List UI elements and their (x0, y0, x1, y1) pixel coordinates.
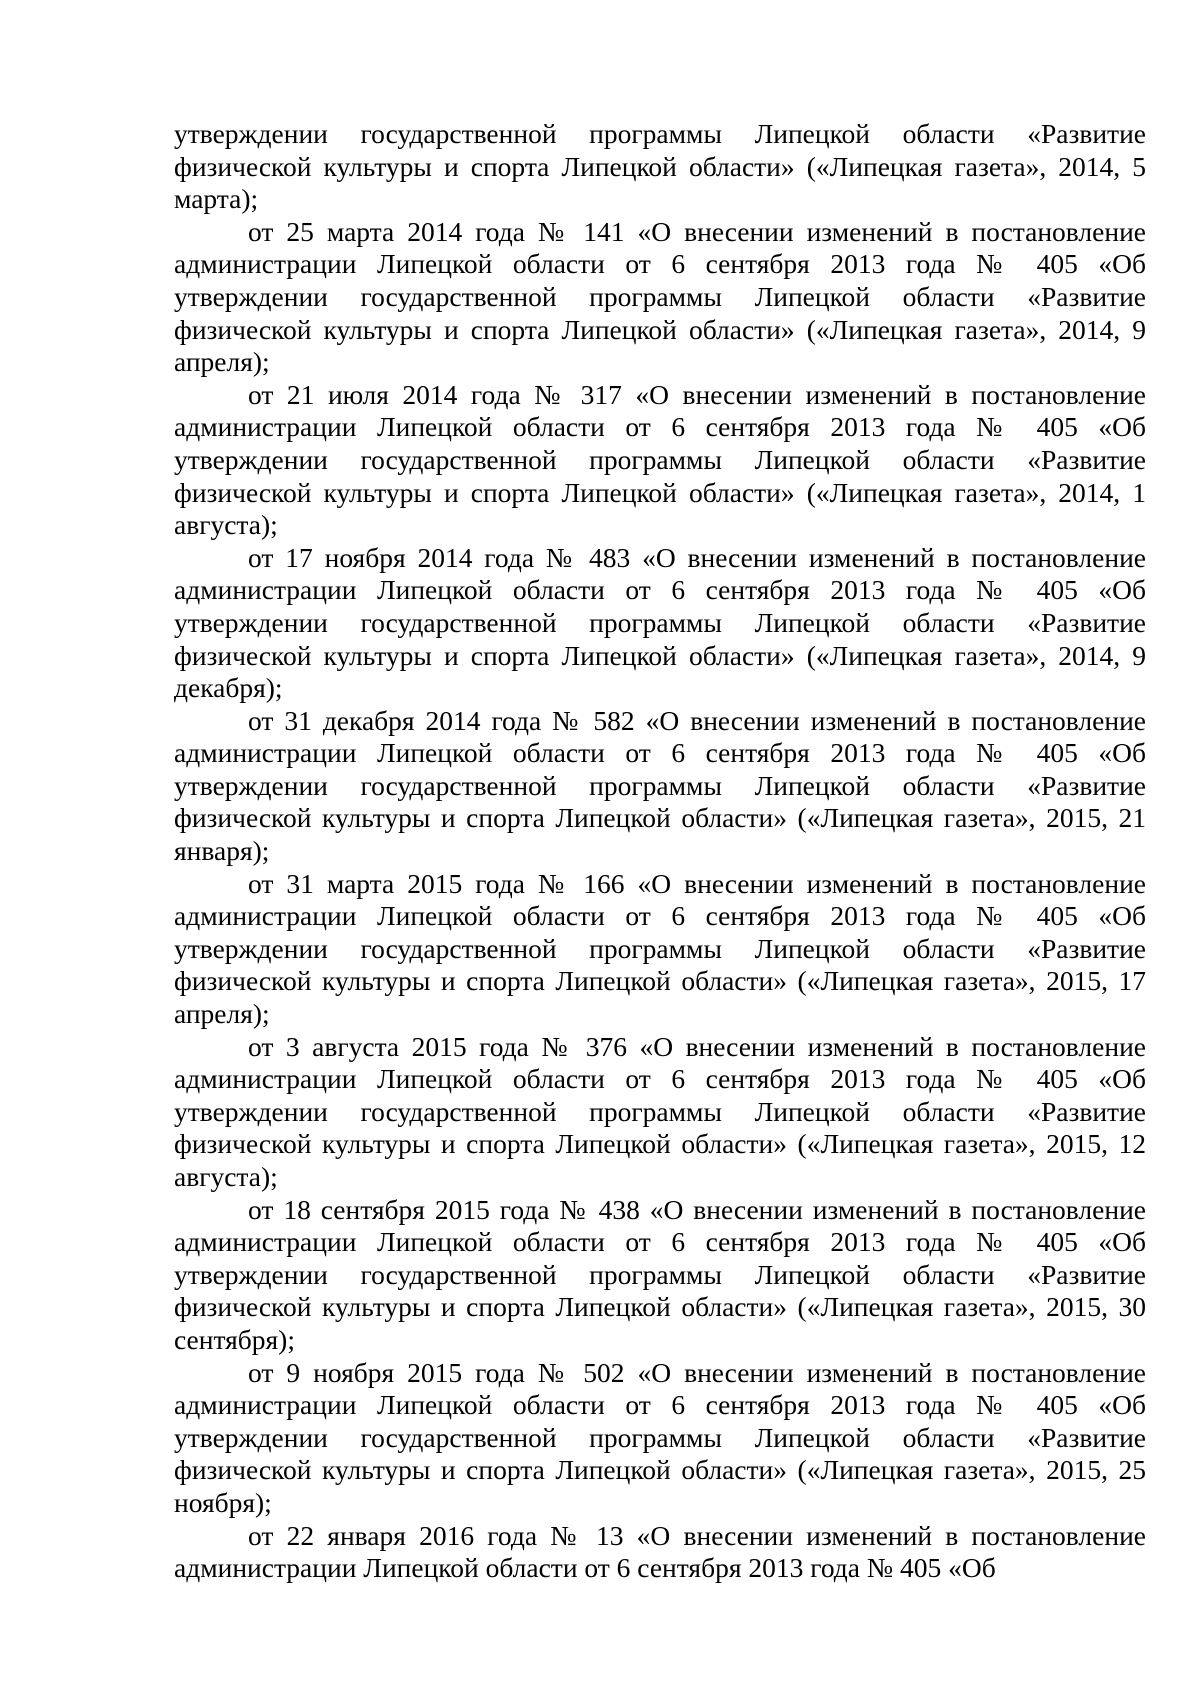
document-page (174, 118, 1146, 1585)
amendment-paragraph: от 3 августа 2015 года № 376 «О внесении изменений в постановление администрации Липецкой области от 6 сентября 2013 года № 405 «Об утверждении государственной программы Липецкой области «Развитие физической культуры и спорта Липецкой области» («Липецкая газета», 2015, 12 августа); (174, 1030, 1146, 1192)
paragraph-continuation: утверждении государственной программы Липецкой области «Развитие физической культуры и спорта Липецкой области» («Липецкая газета», 2014, 5 марта); (174, 118, 1146, 215)
amendment-paragraph: от 9 ноября 2015 года № 502 «О внесении изменений в постановление администрации Липецкой области от 6 сентября 2013 года № 405 «Об утверждении государственной программы Липецкой области «Развитие физической культуры и спорта Липецкой области» («Липецкая газета», 2015, 25 ноября); (174, 1356, 1146, 1518)
amendment-paragraph: от 17 ноября 2014 года № 483 «О внесении изменений в постановление администрации Липецкой области от 6 сентября 2013 года № 405 «Об утверждении государственной программы Липецкой области «Развитие физической культуры и спорта Липецкой области» («Липецкая газета», 2014, 9 декабря); (174, 541, 1146, 704)
amendment-paragraph: от 21 июля 2014 года № 317 «О внесении изменений в постановление администрации Липецкой области от 6 сентября 2013 года № 405 «Об утверждении государственной программы Липецкой области «Развитие физической культуры и спорта Липецкой области» («Липецкая газета», 2014, 1 августа); (174, 378, 1146, 541)
amendment-paragraph: от 31 марта 2015 года № 166 «О внесении изменений в постановление администрации Липецкой области от 6 сентября 2013 года № 405 «Об утверждении государственной программы Липецкой области «Развитие физической культуры и спорта Липецкой области» («Липецкая газета», 2015, 17 апреля); (174, 867, 1146, 1030)
amendment-paragraph: от 18 сентября 2015 года № 438 «О внесении изменений в постановление администрации Липецкой области от 6 сентября 2013 года № 405 «Об утверждении государственной программы Липецкой области «Развитие физической культуры и спорта Липецкой области» («Липецкая газета», 2015, 30 сентября); (174, 1193, 1146, 1355)
amendment-paragraph: от 22 января 2016 года № 13 «О внесении изменений в постановление администрации Липецкой области от 6 сентября 2013 года № 405 «Об (174, 1519, 1146, 1584)
amendment-paragraph: от 25 марта 2014 года № 141 «О внесении изменений в постановление администрации Липецкой области от 6 сентября 2013 года № 405 «Об утверждении государственной программы Липецкой области «Развитие физической культуры и спорта Липецкой области» («Липецкая газета», 2014, 9 апреля); (174, 215, 1146, 378)
amendment-paragraph: от 31 декабря 2014 года № 582 «О внесении изменений в постановление администрации Липецкой области от 6 сентября 2013 года № 405 «Об утверждении государственной программы Липецкой области «Развитие физической культуры и спорта Липецкой области» («Липецкая газета», 2015, 21 января); (174, 704, 1146, 867)
